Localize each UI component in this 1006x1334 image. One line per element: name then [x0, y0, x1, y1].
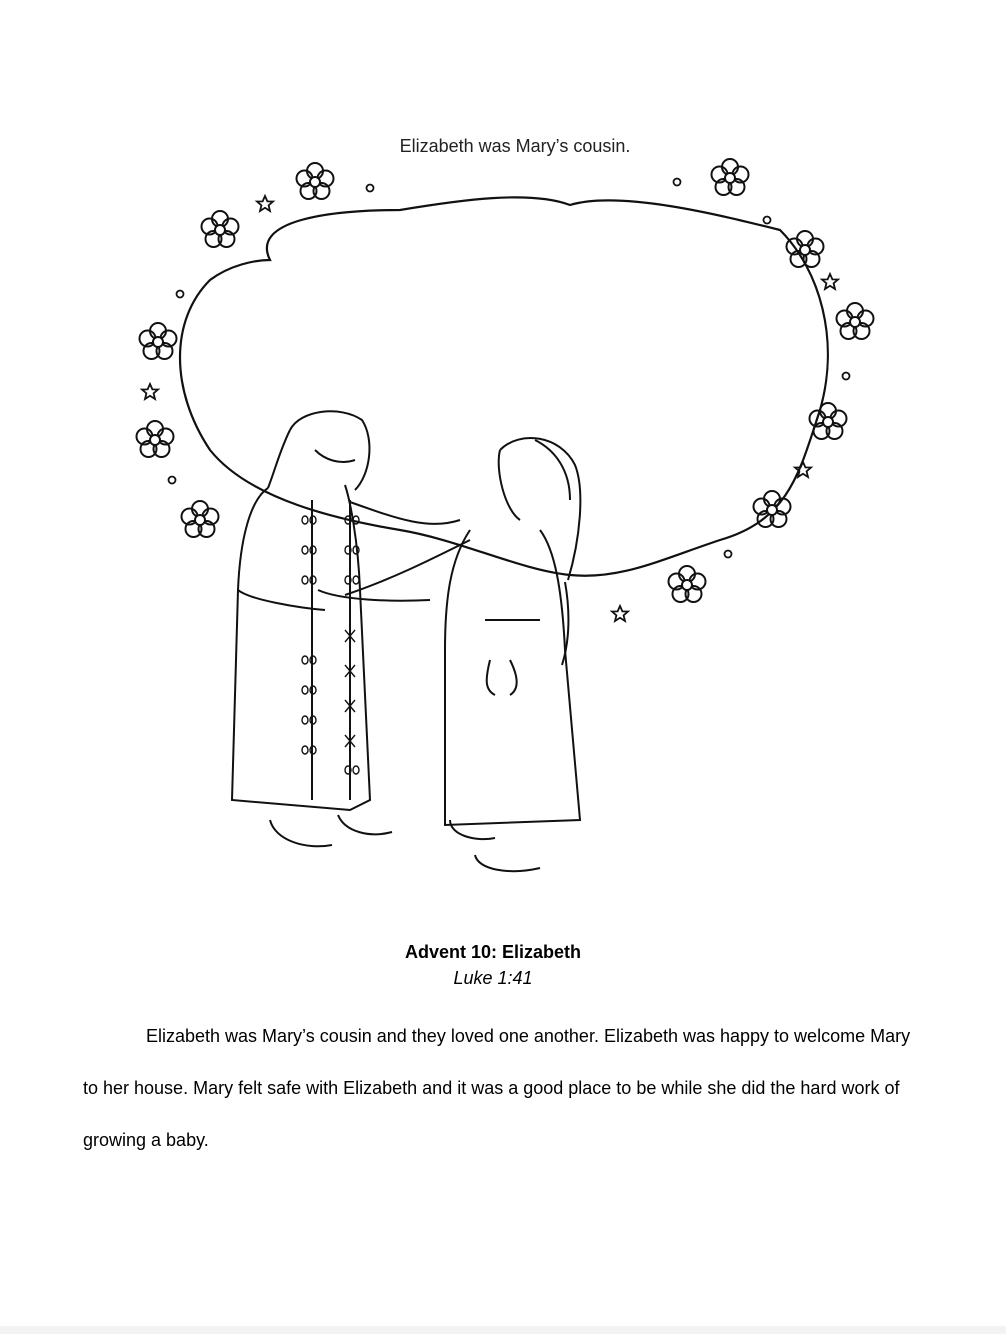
thought-cloud: [180, 197, 828, 575]
coloring-illustration: [100, 120, 920, 900]
elizabeth-figure: [232, 411, 460, 846]
page-bottom-edge: [0, 1326, 1006, 1334]
mary-figure: [345, 438, 580, 871]
page-title: Advent 10: Elizabeth: [404, 942, 582, 962]
illustration-caption: Elizabeth was Mary’s cousin.: [399, 136, 631, 156]
scripture-reference: Luke 1:41: [453, 968, 533, 988]
story-paragraph: Elizabeth was Mary’s cousin and they loved one another. Elizabeth was happy to welcome Mary to her house. Mary felt safe with Elizabeth and it was a good place to be while she did the hard work of growing a baby.: [83, 1026, 911, 1150]
